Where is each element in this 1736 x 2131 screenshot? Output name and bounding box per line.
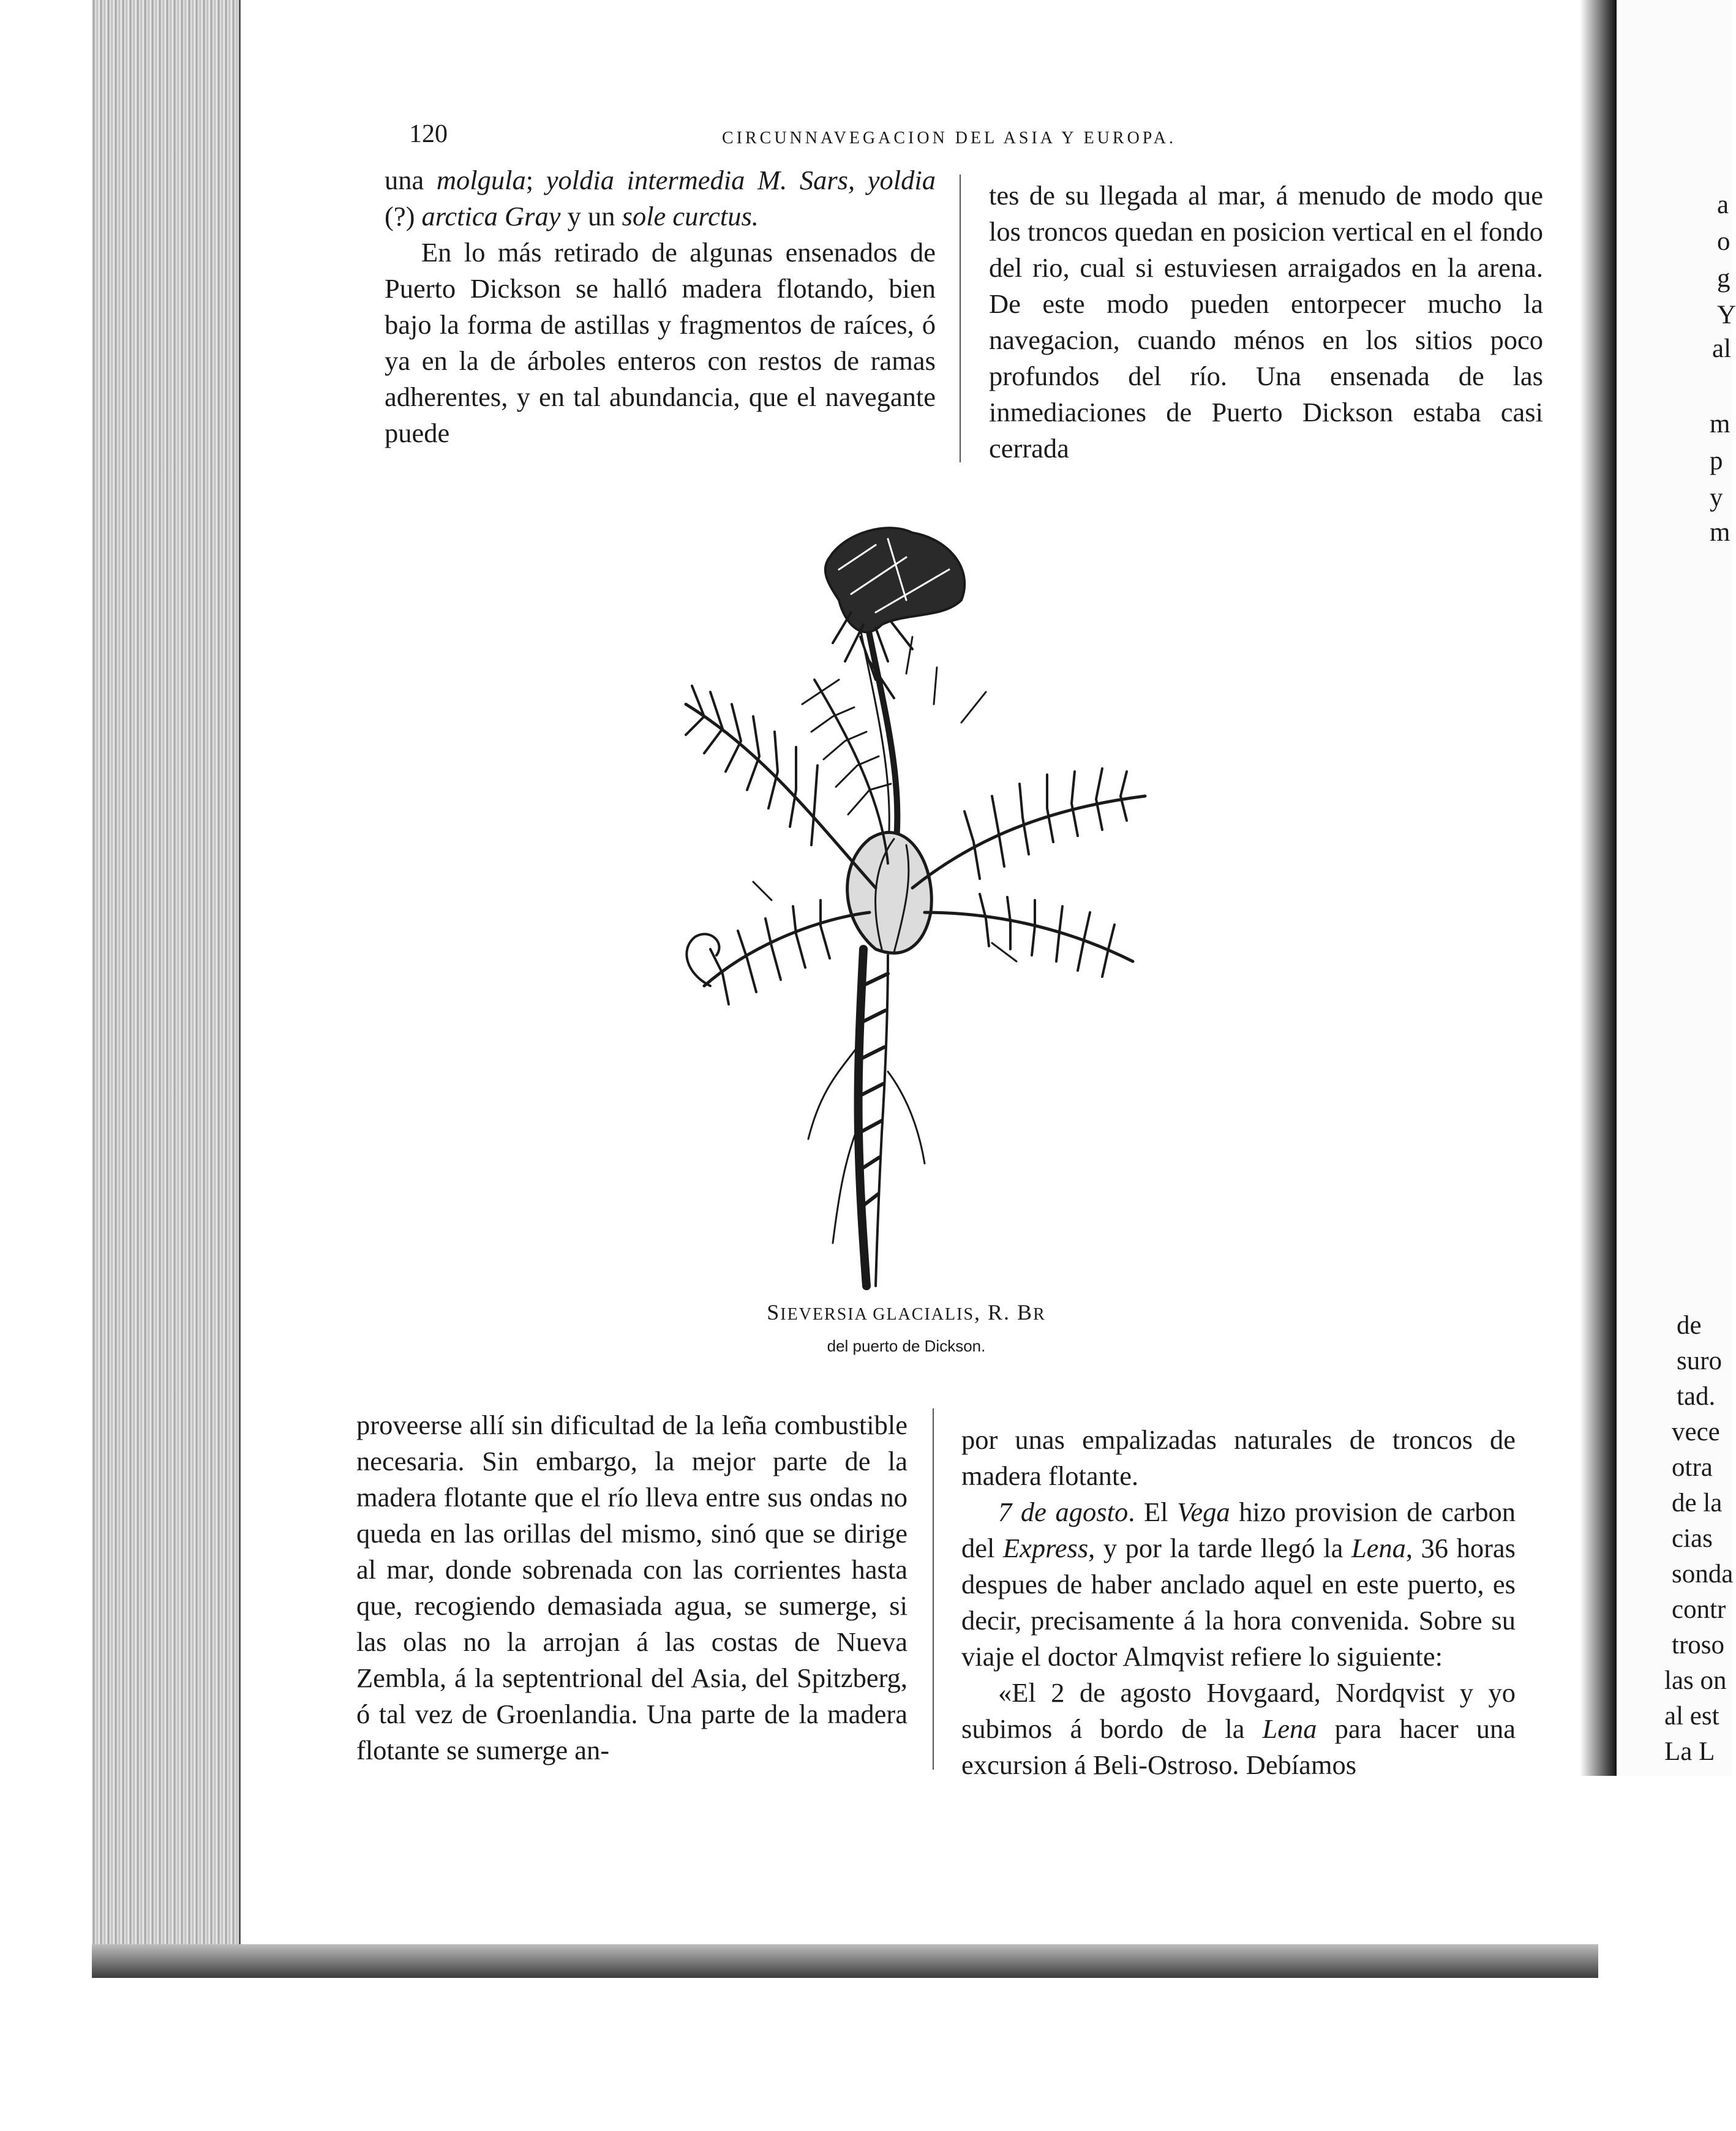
text-run: . El — [1128, 1497, 1178, 1527]
text-run: y un — [560, 201, 622, 231]
caption-text: IEVERSIA GLACIALIS — [780, 1305, 975, 1324]
column-rule — [960, 175, 961, 462]
adjacent-fragment: y — [1710, 483, 1723, 512]
running-title: CIRCUNNAVEGACION DEL ASIA Y EUROPA. — [721, 129, 1177, 148]
adjacent-fragment: vece — [1672, 1418, 1720, 1446]
adjacent-fragment: cias — [1672, 1524, 1713, 1553]
adjacent-fragment: al — [1712, 334, 1732, 363]
figure-caption-subtitle: del puerto de Dickson. — [827, 1337, 986, 1355]
text-run: una — [385, 165, 437, 195]
text-run: , y por la tarde llegó la — [1088, 1533, 1351, 1563]
adjacent-fragment: las on — [1664, 1666, 1727, 1695]
text-run-italic: Lena — [1262, 1713, 1317, 1744]
page-edges-left — [92, 0, 241, 1960]
paragraph: por unas empalizadas naturales de troncos de madera flotante. — [961, 1424, 1516, 1491]
text-run: «El 2 de agosto Hovgaard, Nordqvist y yo subimos á bordo de la — [961, 1677, 1516, 1744]
bottom-right-column — [961, 1422, 1516, 1783]
adjacent-fragment: al est — [1664, 1702, 1719, 1731]
adjacent-fragment: sonda — [1672, 1560, 1734, 1588]
text-run-italic: molgula — [436, 165, 526, 195]
plant-illustration — [618, 521, 1274, 1292]
adjacent-fragment: troso — [1672, 1631, 1724, 1659]
text-run: para hacer una excursion á Beli-Ostroso. Debíamos — [961, 1713, 1516, 1780]
caption-text: S — [767, 1300, 781, 1325]
book-gutter — [1580, 0, 1617, 1776]
column-rule — [933, 1408, 934, 1770]
adjacent-fragment: suro — [1677, 1347, 1723, 1375]
text-run: hizo provision de carbon del — [961, 1497, 1516, 1563]
text-run-italic: yoldia intermedia M. Sars, — [546, 165, 855, 195]
text-run-italic: Vega — [1177, 1497, 1230, 1527]
text-run: (?) — [385, 201, 422, 231]
text-run-italic: Express — [1002, 1533, 1089, 1563]
text-run-italic: arctica Gray — [421, 201, 561, 231]
figure-caption-title — [698, 1299, 1114, 1325]
paragraph — [961, 1675, 1516, 1783]
top-right-column — [989, 178, 1543, 467]
top-left-column — [385, 162, 936, 451]
paragraph — [961, 1494, 1516, 1675]
bottom-left-column — [356, 1407, 907, 1768]
caption-text: R. B — [988, 1300, 1034, 1325]
adjacent-page — [1617, 0, 1736, 1776]
text-run: ; — [525, 165, 546, 195]
text-run-italic: 7 de agosto — [998, 1497, 1129, 1527]
caption-text: , — [974, 1300, 988, 1325]
paragraph: tes de su llegada al mar, á menudo de modo que los troncos quedan en posicion vertical en el fondo del rio, cual si estuviesen arraigados en la arena. De este modo pueden entorpecer mucho la navegacion, cuando ménos en los sitios poco profundos del río. Una ensenada de las inmediaciones de Puerto Dickson estaba casi cerrada — [989, 180, 1543, 464]
paragraph — [385, 162, 936, 235]
adjacent-fragment: m — [1710, 518, 1730, 547]
adjacent-fragment: p — [1710, 446, 1723, 475]
text-run-italic: sole curctus. — [622, 201, 759, 231]
caption-text: R — [1033, 1305, 1046, 1324]
adjacent-fragment: contr — [1672, 1595, 1726, 1624]
adjacent-fragment: g — [1717, 264, 1730, 293]
adjacent-fragment: Y — [1717, 301, 1736, 329]
adjacent-fragment: La L — [1664, 1737, 1715, 1766]
text-run: , 36 horas despues de haber anclado aquel en este puerto, es decir, precisamente á la hora convenida. Sobre su viaje el doctor Almqvist refiere lo siguiente: — [961, 1533, 1516, 1672]
adjacent-fragment: m — [1710, 410, 1730, 438]
page-edges-bottom — [92, 1944, 1598, 1978]
adjacent-fragment: a — [1717, 190, 1729, 219]
page-number: 120 — [409, 120, 448, 148]
text-run-italic: Lena — [1351, 1533, 1406, 1563]
adjacent-fragment: de — [1677, 1311, 1702, 1340]
text-run-italic: yoldia — [867, 165, 936, 195]
paragraph: En lo más retirado de algunas ensenados de Puerto Dickson se halló madera flotando, bien bajo la forma de astillas y fragmentos de raíces, ó ya en la de árboles enteros con restos de ramas adherentes, y en tal abundancia, que el navegante puede — [385, 237, 936, 448]
adjacent-fragment: otra — [1672, 1453, 1713, 1482]
paragraph: proveerse allí sin dificultad de la leña combustible necesaria. Sin embargo, la mejor parte de la madera flotante que el río lleva entre sus ondas no queda en las orillas del mismo, sinó que se dirige al mar, donde sobrenada con las corrientes hasta que, recogiendo demasiada agua, se sumerge, si las olas no la arrojan á las costas de Nueva Zembla, á la septentrional del Asia, del Spitzberg, ó tal vez de Groenlandia. Una parte de la madera flotante se sumerge an- — [356, 1410, 907, 1765]
adjacent-fragment: o — [1717, 227, 1730, 256]
adjacent-fragment: de la — [1672, 1489, 1723, 1517]
adjacent-fragment: tad. — [1677, 1382, 1716, 1411]
